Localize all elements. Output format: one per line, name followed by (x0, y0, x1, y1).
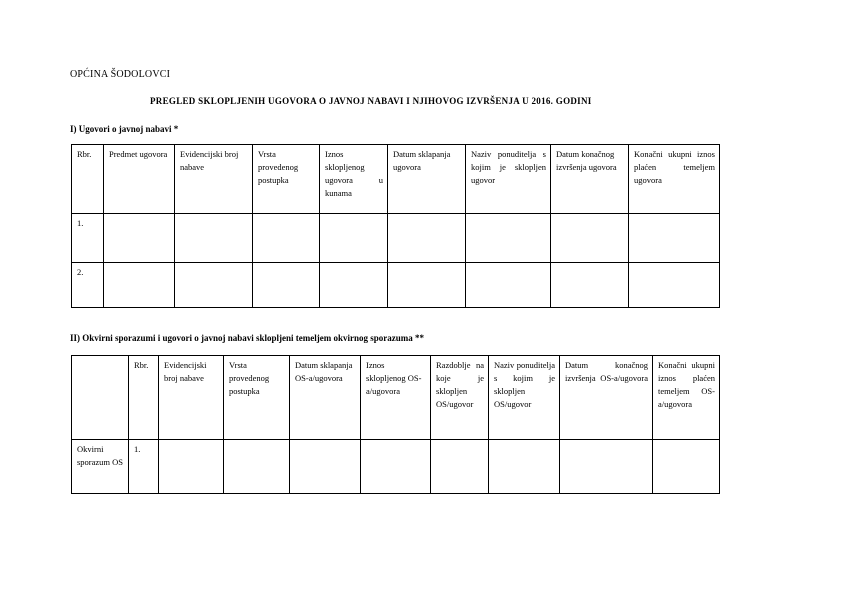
column-header: Naziv ponuditelja s kojim je sklopljen OS/ugovor (489, 356, 560, 440)
table-header-row (72, 145, 720, 214)
row-number: 2. (72, 263, 104, 308)
table-cell (104, 214, 175, 263)
table-cell (388, 214, 466, 263)
table-cell (431, 440, 489, 494)
table-cell (320, 214, 388, 263)
table-cell (388, 263, 466, 308)
column-header: Vrsta provedenog postupka (253, 145, 320, 214)
section-2-heading: II) Okvirni sporazumi i ugovori o javnoj nabavi sklopljeni temeljem okvirnog sporazuma ** (70, 333, 425, 343)
column-header: Datum sklapanja ugovora (388, 145, 466, 214)
table-cell (104, 263, 175, 308)
table-cell (466, 263, 551, 308)
municipality-name: OPĆINA ŠODOLOVCI (70, 69, 171, 80)
table-cell (551, 263, 629, 308)
table-cell (320, 263, 388, 308)
column-header: Datum sklapanja OS-a/ugovora (290, 356, 361, 440)
row-number: 1. (129, 440, 159, 494)
table-cell (361, 440, 431, 494)
table-cell (466, 214, 551, 263)
contracts-table (71, 144, 720, 308)
column-header: Konačni ukupni iznos plaćen temeljem OS-a/ugovora (653, 356, 720, 440)
document-title: PREGLED SKLOPLJENIH UGOVORA O JAVNOJ NABAVI I NJIHOVOG IZVRŠENJA U 2016. GODINI (150, 96, 592, 106)
column-header: Evidencijski broj nabave (159, 356, 224, 440)
column-header: Rbr. (72, 145, 104, 214)
table-cell (253, 263, 320, 308)
column-header: Vrsta provedenog postupka (224, 356, 290, 440)
column-header: Datum konačnog izvršenja OS-a/ugovora (560, 356, 653, 440)
row-number: 1. (72, 214, 104, 263)
table-row (72, 440, 720, 494)
table-cell (653, 440, 720, 494)
table-cell (253, 214, 320, 263)
column-header: Razdoblje na koje je sklopljen OS/ugovor (431, 356, 489, 440)
column-header: Datum konačnog izvršenja ugovora (551, 145, 629, 214)
section-1-heading: I) Ugovori o javnoj nabavi * (70, 124, 179, 134)
row-label: Okvirni sporazum OS (72, 440, 129, 494)
table-cell (560, 440, 653, 494)
table-cell (551, 214, 629, 263)
table-cell (629, 263, 720, 308)
framework-agreements-table (71, 355, 720, 494)
column-header (72, 356, 129, 440)
table-header-row (72, 356, 720, 440)
column-header: Iznos sklopljenog ugovora u kunama (320, 145, 388, 214)
table-cell (224, 440, 290, 494)
column-header: Konačni ukupni iznos plaćen temeljem ugovora (629, 145, 720, 214)
column-header: Iznos sklopljenog OS-a/ugovora (361, 356, 431, 440)
table-cell (489, 440, 560, 494)
column-header: Predmet ugovora (104, 145, 175, 214)
table-row (72, 214, 720, 263)
column-header: Rbr. (129, 356, 159, 440)
table-cell (175, 263, 253, 308)
table-row (72, 263, 720, 308)
column-header: Evidencijski broj nabave (175, 145, 253, 214)
table-cell (290, 440, 361, 494)
column-header: Naziv ponuditelja s kojim je sklopljen ugovor (466, 145, 551, 214)
table-cell (159, 440, 224, 494)
table-cell (629, 214, 720, 263)
table-cell (175, 214, 253, 263)
